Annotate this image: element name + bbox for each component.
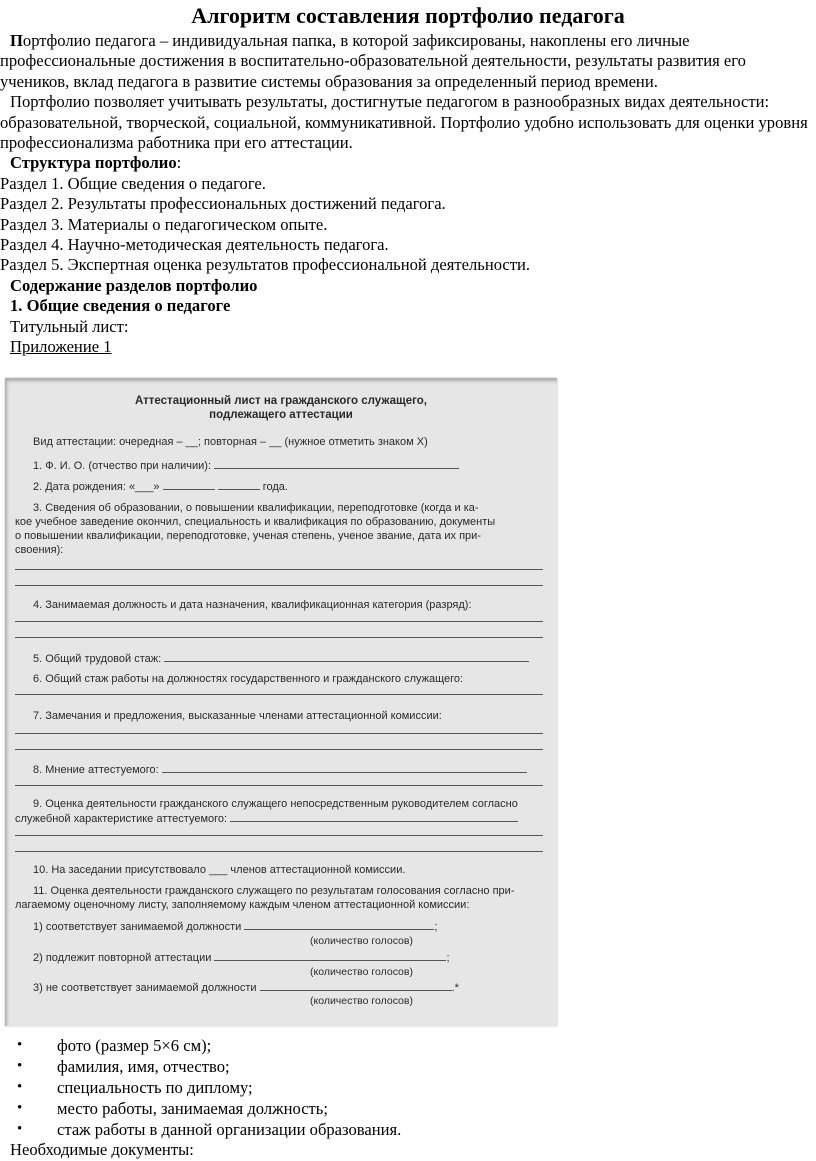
- form-line-2: 2. Дата рождения: «___» года.: [33, 481, 288, 493]
- attestation-form-image: [5, 378, 557, 1026]
- list-item: • стаж работы в данной организации образования.: [0, 1119, 401, 1140]
- list-item: • место работы, занимаемая должность;: [0, 1098, 401, 1119]
- form-line-3d: своения):: [15, 544, 64, 556]
- form-heading-1: Аттестационный лист на гражданского служащего,: [135, 395, 427, 407]
- form-line-11a: 11. Оценка деятельности гражданского служащего по результатам голосования согласно при-: [33, 885, 515, 897]
- section-item: Раздел 5. Экспертная оценка результатов профессиональной деятельности.: [0, 255, 531, 275]
- form-line-1: 1. Ф. И. О. (отчество при наличии):: [33, 458, 543, 473]
- form-line-5: 5. Общий трудовой стаж:: [33, 651, 543, 666]
- structure-heading: Структура портфолио: [10, 153, 177, 173]
- form-line-7: 7. Замечания и предложения, высказанные членами аттестационной комиссии:: [33, 710, 442, 722]
- form-rule: [15, 637, 543, 638]
- form-rule: [15, 621, 543, 622]
- form-line-11b: лагаемому оценочному листу, заполняемому каждым членом аттестационной комиссии:: [15, 899, 470, 911]
- form-line-8: 8. Мнение аттестуемого:: [33, 762, 543, 777]
- votes-label: (количество голосов): [310, 935, 413, 947]
- form-line-3b: кое учебное заведение окончил, специальность и квалификация по образованию, документы: [15, 516, 496, 528]
- section-item: Раздел 4. Научно-методическая деятельность педагога.: [0, 235, 389, 255]
- form-rule: [15, 851, 543, 852]
- form-line-9a: 9. Оценка деятельности гражданского служащего непосредственным руководителем согласно: [33, 798, 518, 810]
- form-line-6: 6. Общий стаж работы на должностях государственного и гражданского служащего:: [33, 673, 464, 685]
- votes-label: (количество голосов): [310, 995, 413, 1007]
- form-option-2: 2) подлежит повторной аттестации ;: [33, 952, 450, 964]
- section-item: Раздел 3. Материалы о педагогическом опыте.: [0, 214, 328, 234]
- form-rule: [15, 835, 543, 836]
- section-item: Раздел 1. Общие сведения о педагоге.: [0, 173, 266, 193]
- form-option-3: 3) не соответствует занимаемой должности .*: [33, 982, 459, 994]
- intro-paragraph: [0, 31, 816, 92]
- form-line-3c: о повышении квалификации, переподготовке, ученая степень, ученое звание, дата их при-: [15, 530, 481, 542]
- content-heading: Содержание разделов портфолио: [10, 275, 258, 295]
- form-rule: [15, 585, 543, 586]
- form-rule: [15, 785, 543, 786]
- form-heading-2: подлежащего аттестации: [209, 409, 353, 421]
- required-docs-label: Необходимые документы:: [10, 1140, 194, 1159]
- document: [0, 0, 816, 358]
- form-line-10: 10. На заседании присутствовало ___ членов аттестационной комиссии.: [33, 864, 406, 876]
- form-option-1: 1) соответствует занимаемой должности ;: [33, 921, 438, 933]
- intro-text: ортфолио педагога – индивидуальная папка, в которой зафиксированы, накоплены его личные профессиональные достижения в воспитательно-образовательной деятельности, результаты развития его учеников, вклад педагога в развитие системы образования за определенный период времени.: [0, 31, 746, 91]
- section-item: Раздел 2. Результаты профессиональных достижений педагога.: [0, 194, 446, 214]
- list-item: • специальность по диплому;: [0, 1077, 401, 1098]
- form-line-4: 4. Занимаемая должность и дата назначения, квалификационная категория (разряд):: [33, 599, 472, 611]
- form-rule: [15, 749, 543, 750]
- form-rule: [15, 694, 543, 695]
- page-title: Алгоритм составления портфолио педагога: [191, 3, 625, 28]
- form-line-type: Вид аттестации: очередная – __; повторная – __ (нужное отметить знаком Х): [33, 436, 428, 448]
- list-item: • фото (размер 5×6 см);: [0, 1035, 401, 1056]
- title-page-label: Титульный лист:: [10, 316, 129, 336]
- form-line-3a: 3. Сведения об образовании, о повышении квалификации, переподготовке (когда и ка-: [33, 502, 479, 514]
- intro-paragraph-2: Портфолио позволяет учитывать результаты, достигнутые педагогом в разнообразных видах деятельности: образовательной, творческой, социальной, коммуникативной. Портфолио удобно использовать для оценки уровня профессионализма работника при его аттестации.: [0, 92, 808, 153]
- form-rule: [15, 733, 543, 734]
- form-line-9b: служебной характеристике аттестуемого:: [15, 811, 543, 826]
- subsection-heading: 1. Общие сведения о педагоге: [10, 296, 231, 316]
- appendix-label: Приложение 1: [10, 337, 112, 357]
- list-item: • фамилия, имя, отчество;: [0, 1056, 401, 1077]
- title-page-list: [0, 1035, 401, 1140]
- form-rule: [15, 569, 543, 570]
- drop-letter: П: [10, 31, 23, 50]
- structure-heading-line: Структура портфолио:: [10, 153, 182, 173]
- votes-label: (количество голосов): [310, 966, 413, 978]
